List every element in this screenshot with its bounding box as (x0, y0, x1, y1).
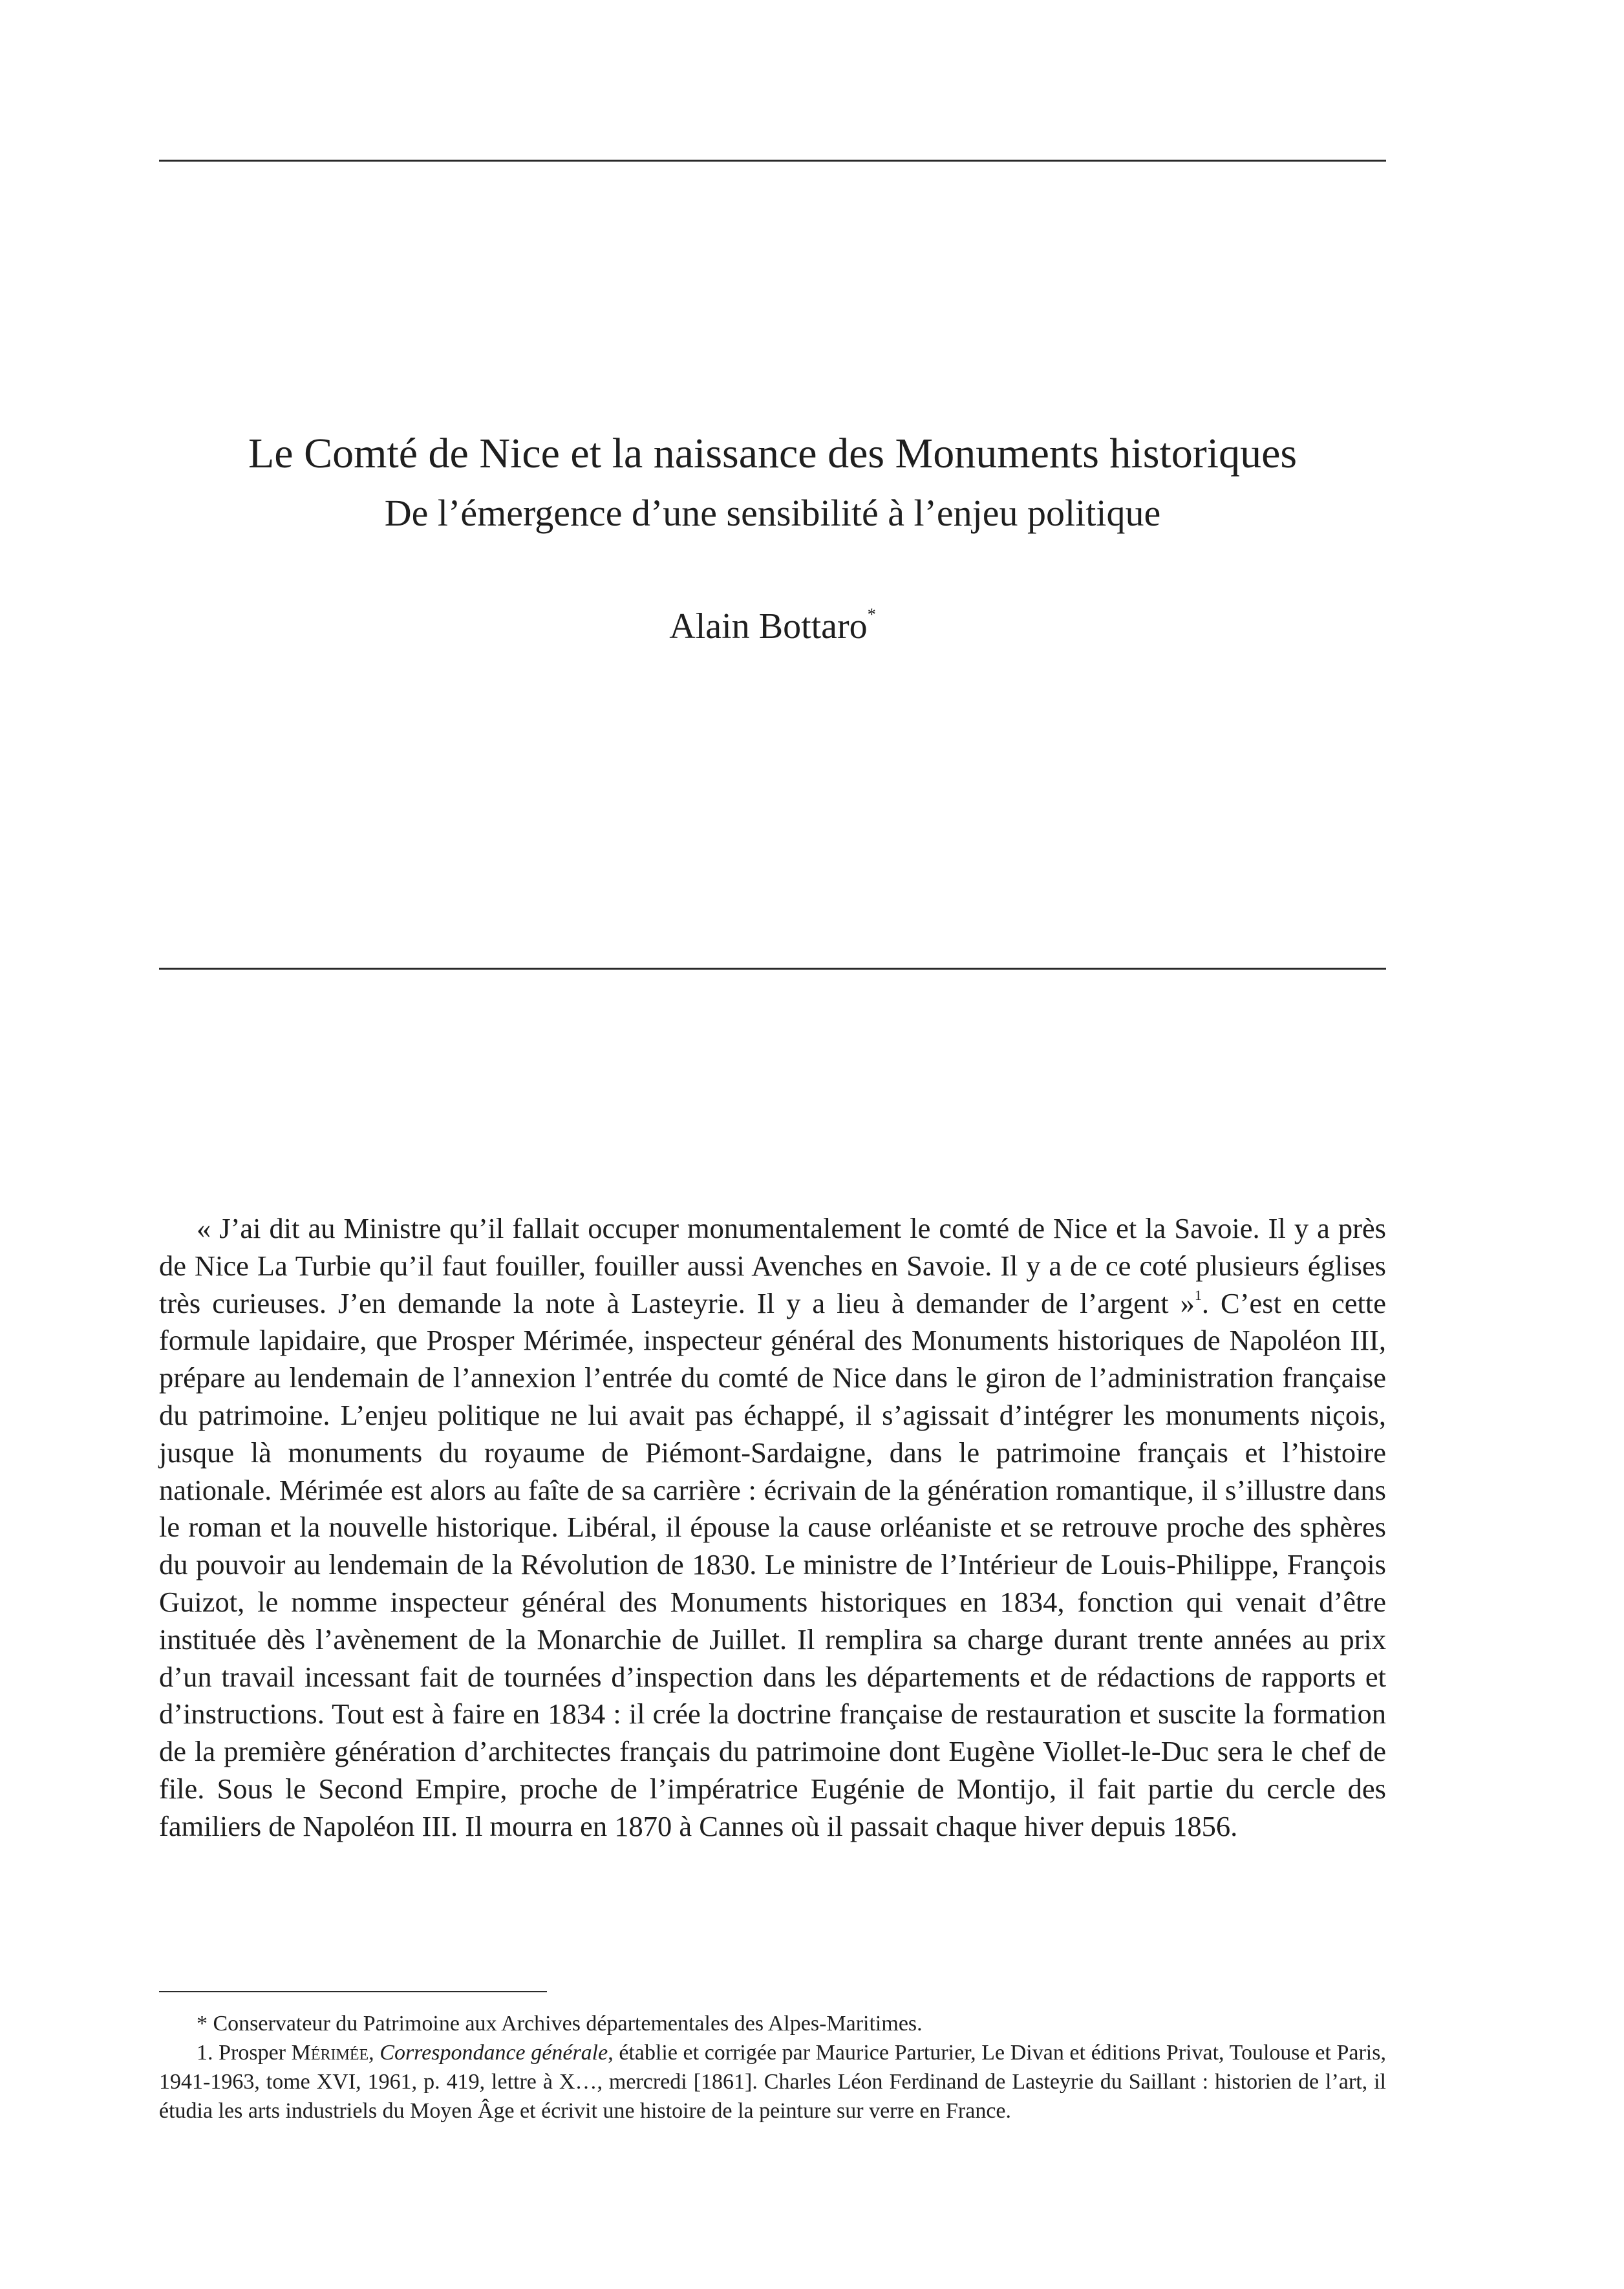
footnote-ref-1[interactable]: 1 (1194, 1286, 1202, 1303)
footnote-1 (159, 2038, 1386, 2125)
footnote-1-sep: , (369, 2041, 380, 2065)
body-text (159, 1210, 1386, 1846)
body-paragraph (159, 1210, 1386, 1846)
article-title: Le Comté de Nice et la naissance des Monuments historiques (248, 430, 1298, 477)
section-rule (159, 968, 1386, 970)
author-name: Alain Bottaro (669, 606, 868, 646)
paragraph-text: . C’est en cette formule lapidaire, que Prosper Mérimée, inspecteur général des Monuments historiques de Napoléon III, prépare au lendemain de l’annexion l’entrée du comté de Nice dans le giron de l’administration française du patrimoine. L’enjeu politique ne lui avait pas échappé, il s’agissait d’intégrer les monuments niçois, jusque là monuments du royaume de Piémont-Sardaigne, dans le patrimoine français et l’histoire nationale. Mérimée est alors au faîte de sa carrière : écrivain de la génération romantique, il s’illustre dans le roman et la nouvelle historique. Libéral, il épouse la cause orléaniste et se retrouve proche des sphères du pouvoir au lendemain de la Révolution de 1830. Le ministre de l’Intérieur de Louis-Philippe, François Guizot, le nomme inspecteur général des Monuments historiques en 1834, fonction qui venait d’être instituée dès l’avènement de la Monarchie de Juillet. Il remplira sa charge durant trente années au prix d’un travail incessant fait de tournées d’inspection dans les départements et de rédactions de rapports et d’instructions. Tout est à faire en 1834 : il crée la doctrine française de restauration et suscite la formation de la première génération d’architectes français du patrimoine dont Eugène Viollet-le-Duc sera le chef de file. Sous le Second Empire, proche de l’impératrice Eugénie de Montijo, il fait partie du cercle des familiers de Napoléon III. Il mourra en 1870 à Cannes où il passait chaque hiver depuis 1856. (159, 1286, 1386, 1842)
footnotes (159, 2009, 1386, 2125)
footnote-author: * Conservateur du Patrimoine aux Archives départementales des Alpes-Maritimes. (197, 2012, 923, 2036)
footnote-1-rest: , établie et corrigée par Maurice Parturier, Le Divan et éditions Privat, Toulouse et Paris, 1941-1963, tome XVI, 1961, p. 419, lettre à X…, mercredi [1861]. Charles Léon Ferdinand de Lasteyrie du Saillant : historien de l’art, il étudia les arts industriels du Moyen Âge et écrivit une histoire de la peinture sur verre en France. (159, 2041, 1386, 2123)
footnote-separator (159, 1991, 547, 1992)
author-footnote-mark[interactable]: * (867, 605, 876, 624)
footnote-1-work: Correspondance générale (379, 2041, 608, 2065)
footnote-1-number: 1. Prosper (197, 2041, 292, 2065)
opening-quote: « J’ai dit au Ministre qu’il fallait occuper monumentalement le comté de Nice et la Savoie. Il y a près de Nice La Turbie qu’il faut fouiller, fouiller aussi Avenches en Savoie. Il y a de ce coté plusieurs églises très curieuses. J’en demande la note à Lasteyrie. Il y a lieu à demander de l’argent » (159, 1212, 1386, 1319)
article-subtitle: De l’émergence d’une sensibilité à l’enjeu politique (384, 492, 1161, 534)
footnote-1-author: Mérimée (291, 2041, 369, 2065)
author-line (159, 604, 1386, 649)
top-rule (159, 160, 1386, 162)
